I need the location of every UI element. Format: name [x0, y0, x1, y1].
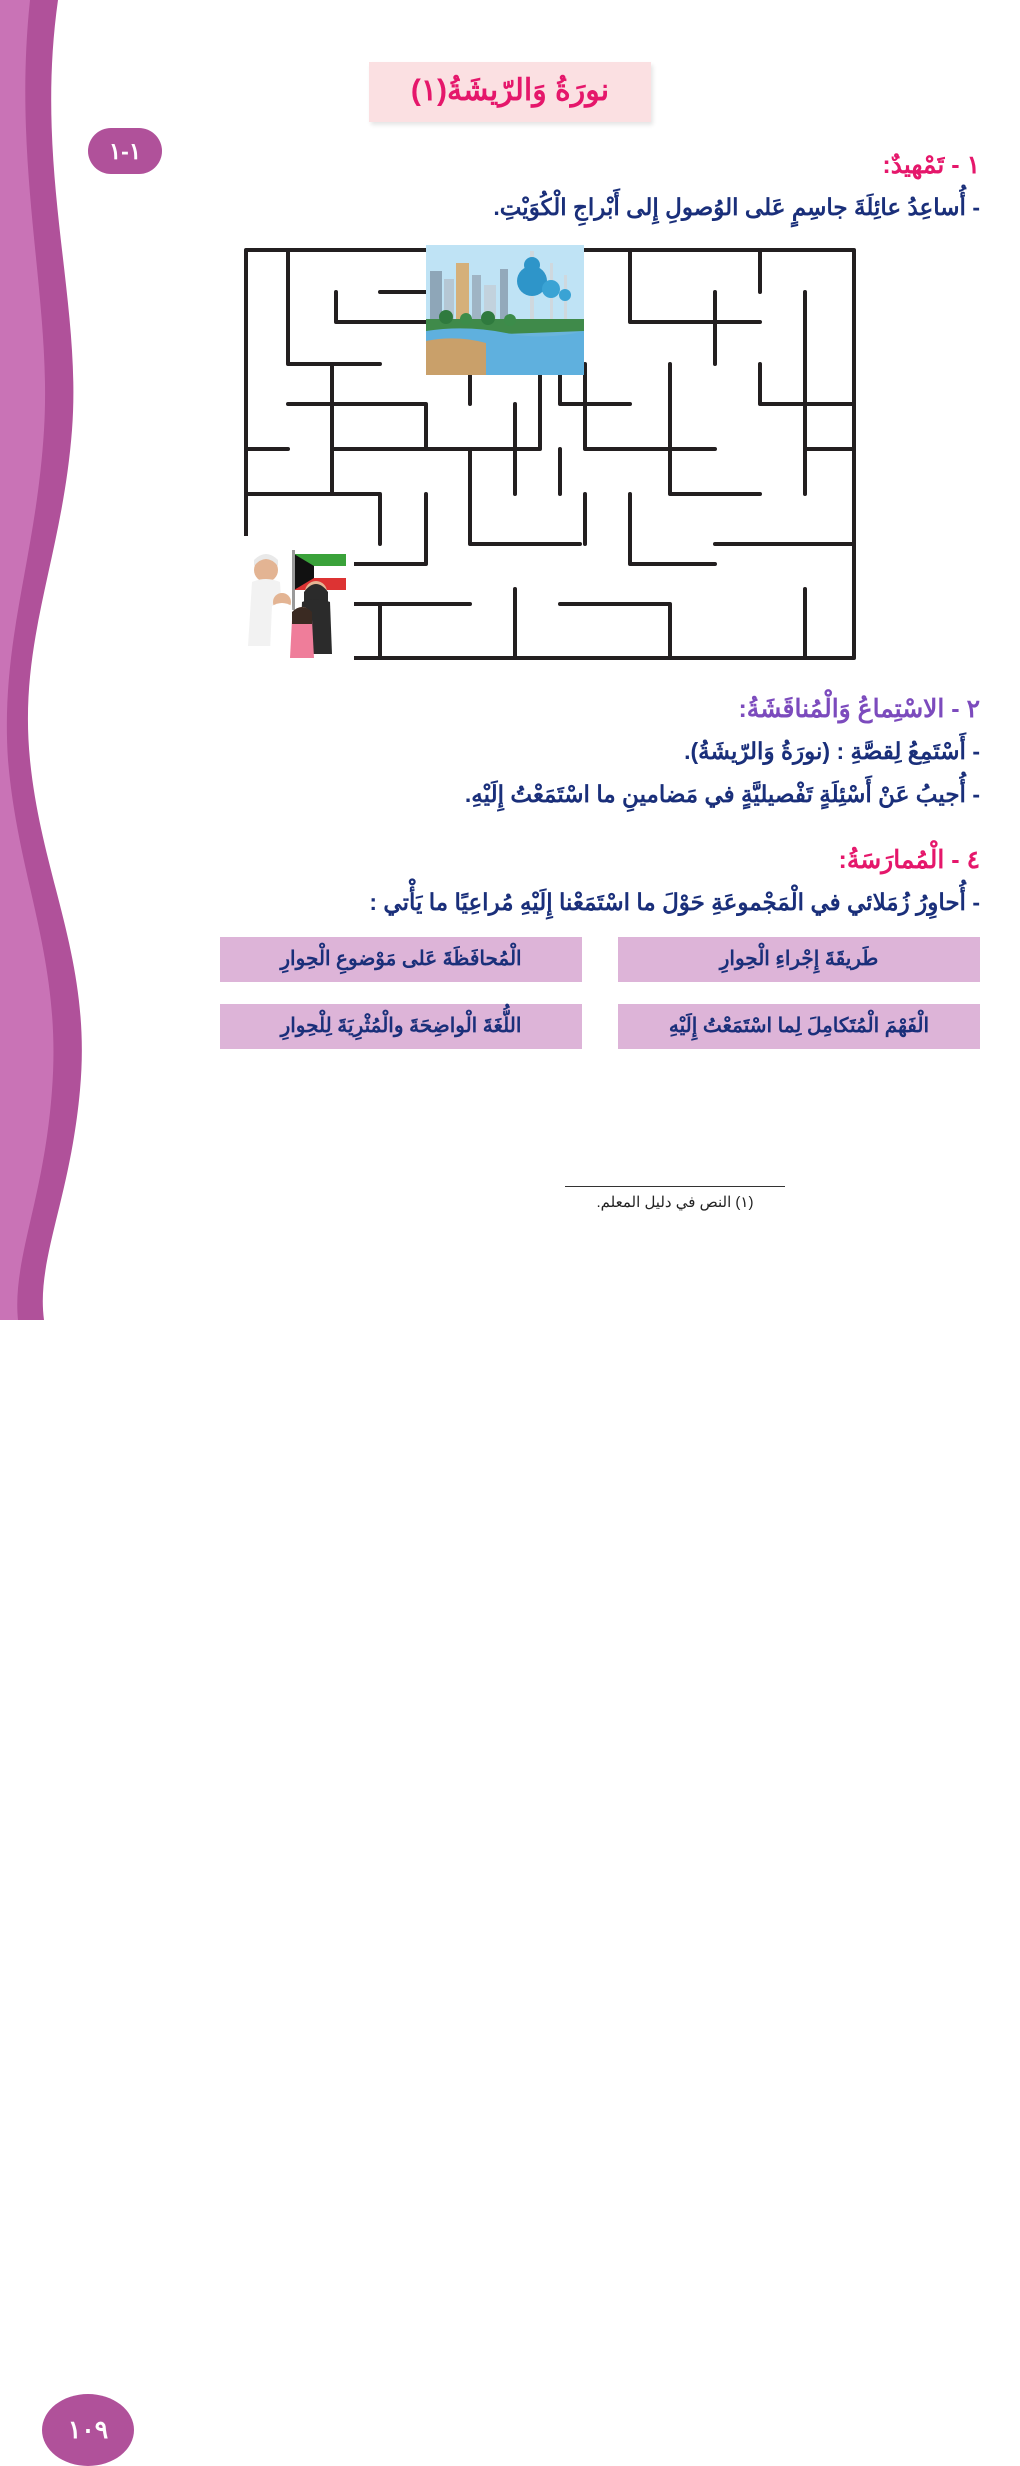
footnote-rule — [565, 1186, 785, 1187]
practice-row-1 — [120, 937, 980, 982]
section-tamheed — [120, 150, 980, 226]
practice-pill-2-right: الْفَهْمَ الْمُتَكامِلَ لِما اسْتَمَعْتُ إِلَيْهِ — [618, 1004, 980, 1049]
page-number: ١٠٩ — [42, 2394, 134, 2466]
family-with-flag-illustration — [242, 536, 354, 664]
footnote-text: (١) النص في دليل المعلم. — [596, 1194, 754, 1211]
section-4-line-1: - أُحاوِرُ زُمَلائي في الْمَجْموعَةِ حَوْلَ ما اسْتَمَعْنا إِلَيْهِ مُراعِيًا ما يَأْتي : — [369, 888, 980, 915]
page-title-box — [369, 62, 651, 122]
page-title: نورَةُ وَالرّيشَةُ(١) — [410, 74, 610, 107]
kuwait-towers-image — [426, 245, 584, 375]
practice-row-2 — [120, 1004, 980, 1049]
spacer-2 — [120, 821, 980, 845]
practice-pill-2-left: اللُّغَةَ الْواضِحَةَ والْمُثْرِيَةَ لِلْحِوارِ — [220, 1004, 582, 1049]
maze-figure — [240, 244, 860, 664]
section-2-line-1: - أَسْتَمِعُ لِقصَّةِ : (نورَةُ وَالرّيشَةُ). — [684, 737, 980, 764]
kuwaiti-family-image — [242, 536, 354, 664]
kuwait-towers-illustration — [426, 245, 584, 375]
spacer-1 — [120, 670, 980, 694]
practice-box-grid — [120, 937, 980, 1049]
section-1-line-1: - أُساعِدُ عائِلَةَ جاسِمٍ عَلى الوُصولِ إِلى أَبْراجِ الْكُوَيْتِ. — [493, 194, 980, 220]
section-1-heading: ١ - تَمْهيدٌ: — [882, 151, 980, 179]
unit-badge: ١-١ — [88, 128, 162, 174]
page-number-container — [0, 1196, 136, 2444]
section-2-line-2: - أُجيبُ عَنْ أَسْئِلَةٍ تَفْصيليَّةٍ في مَضامينِ ما اسْتَمَعْتُ إِلَيْهِ. — [464, 781, 980, 808]
practice-pill-1-right: طَريقَةَ إِجْراءِ الْحِوارِ — [618, 937, 980, 982]
section-2-heading: ٢ - الاسْتِماعُ وَالْمُناقَشَةُ: — [738, 694, 980, 723]
footnote — [510, 1186, 840, 1211]
section-4-heading: ٤ - الْمُمارَسَةُ: — [838, 845, 980, 874]
section-listening — [120, 694, 980, 813]
section-practice — [120, 845, 980, 921]
lesson-content — [120, 150, 980, 1071]
practice-pill-1-left: الْمُحافَظَةَ عَلى مَوْضوعِ الْحِوارِ — [220, 937, 582, 982]
page-edge-decoration — [0, 0, 110, 1320]
